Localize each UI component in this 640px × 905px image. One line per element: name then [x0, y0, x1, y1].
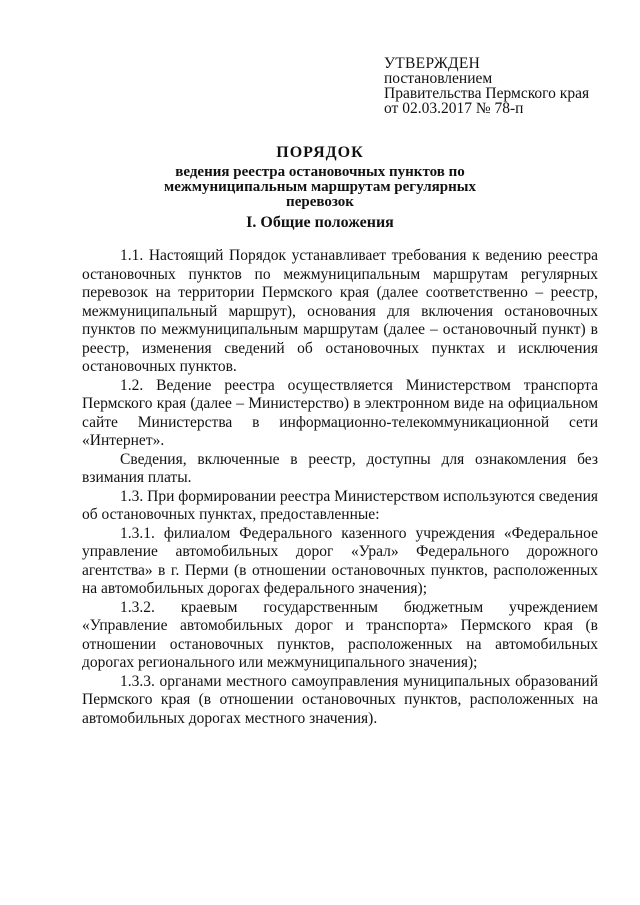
approval-line-2: Правительства Пермского края [384, 85, 590, 102]
approval-line-3: от 02.03.2017 № 78-п [384, 100, 524, 117]
paragraph-1-3-1: 1.3.1. филиалом Федерального казенного учреждения «Федеральное управление автомобильных дорог «Урал» Федерального дорожного агентства» в г. Перми (в отношении остановочных пунктов, расположенных на автомобильных дорогах федерального значения); [82, 524, 598, 597]
document-subtitle: ведения реестра остановочных пунктов по межмуниципальным маршрутам регулярных перевозок [164, 164, 476, 210]
section-heading: I. Общие положения [246, 214, 394, 231]
document-title: ПОРЯДОК [276, 144, 364, 161]
approval-title: УТВЕРЖДЕН [384, 55, 481, 72]
paragraph-1-2: 1.2. Ведение реестра осуществляется Министерством транспорта Пермского края (далее – Министерство) в электронном виде на официальном сайте Министерства в информационно-телекоммуникационной сети «Интернет». [82, 376, 598, 449]
paragraph-1-2-note: Сведения, включенные в реестр, доступны для ознакомления без взимания платы. [82, 450, 598, 486]
paragraph-1-3-3: 1.3.3. органами местного самоуправления муниципальных образований Пермского края (в отношении остановочных пунктов, расположенных на автомобильных дорогах местного значения). [82, 672, 598, 727]
approval-stamp [384, 56, 624, 116]
paragraph-1-3-2: 1.3.2. краевым государственным бюджетным учреждением «Управление автомобильных дорог и транспорта» Пермского края (в отношении остановочных пунктов, расположенных на автомобильных дорогах регионального или межмуниципального значения); [82, 598, 598, 671]
approval-line-1: постановлением [384, 70, 493, 87]
paragraph-1-1: 1.1. Настоящий Порядок устанавливает требования к ведению реестра остановочных пунктов по межмуниципальным маршрутам регулярных перевозок на территории Пермского края (далее соответственно – реестр, межмуниципальный маршрут), основания для включения остановочных пунктов по межмуниципальным маршрутам (далее – остановочный пункт) в реестр, изменения сведений об остановочных пунктах и исключения остановочных пунктов. [82, 247, 598, 375]
document-body [82, 247, 598, 728]
paragraph-1-3: 1.3. При формировании реестра Министерством используются сведения об остановочных пунктах, предоставленные: [82, 487, 598, 523]
